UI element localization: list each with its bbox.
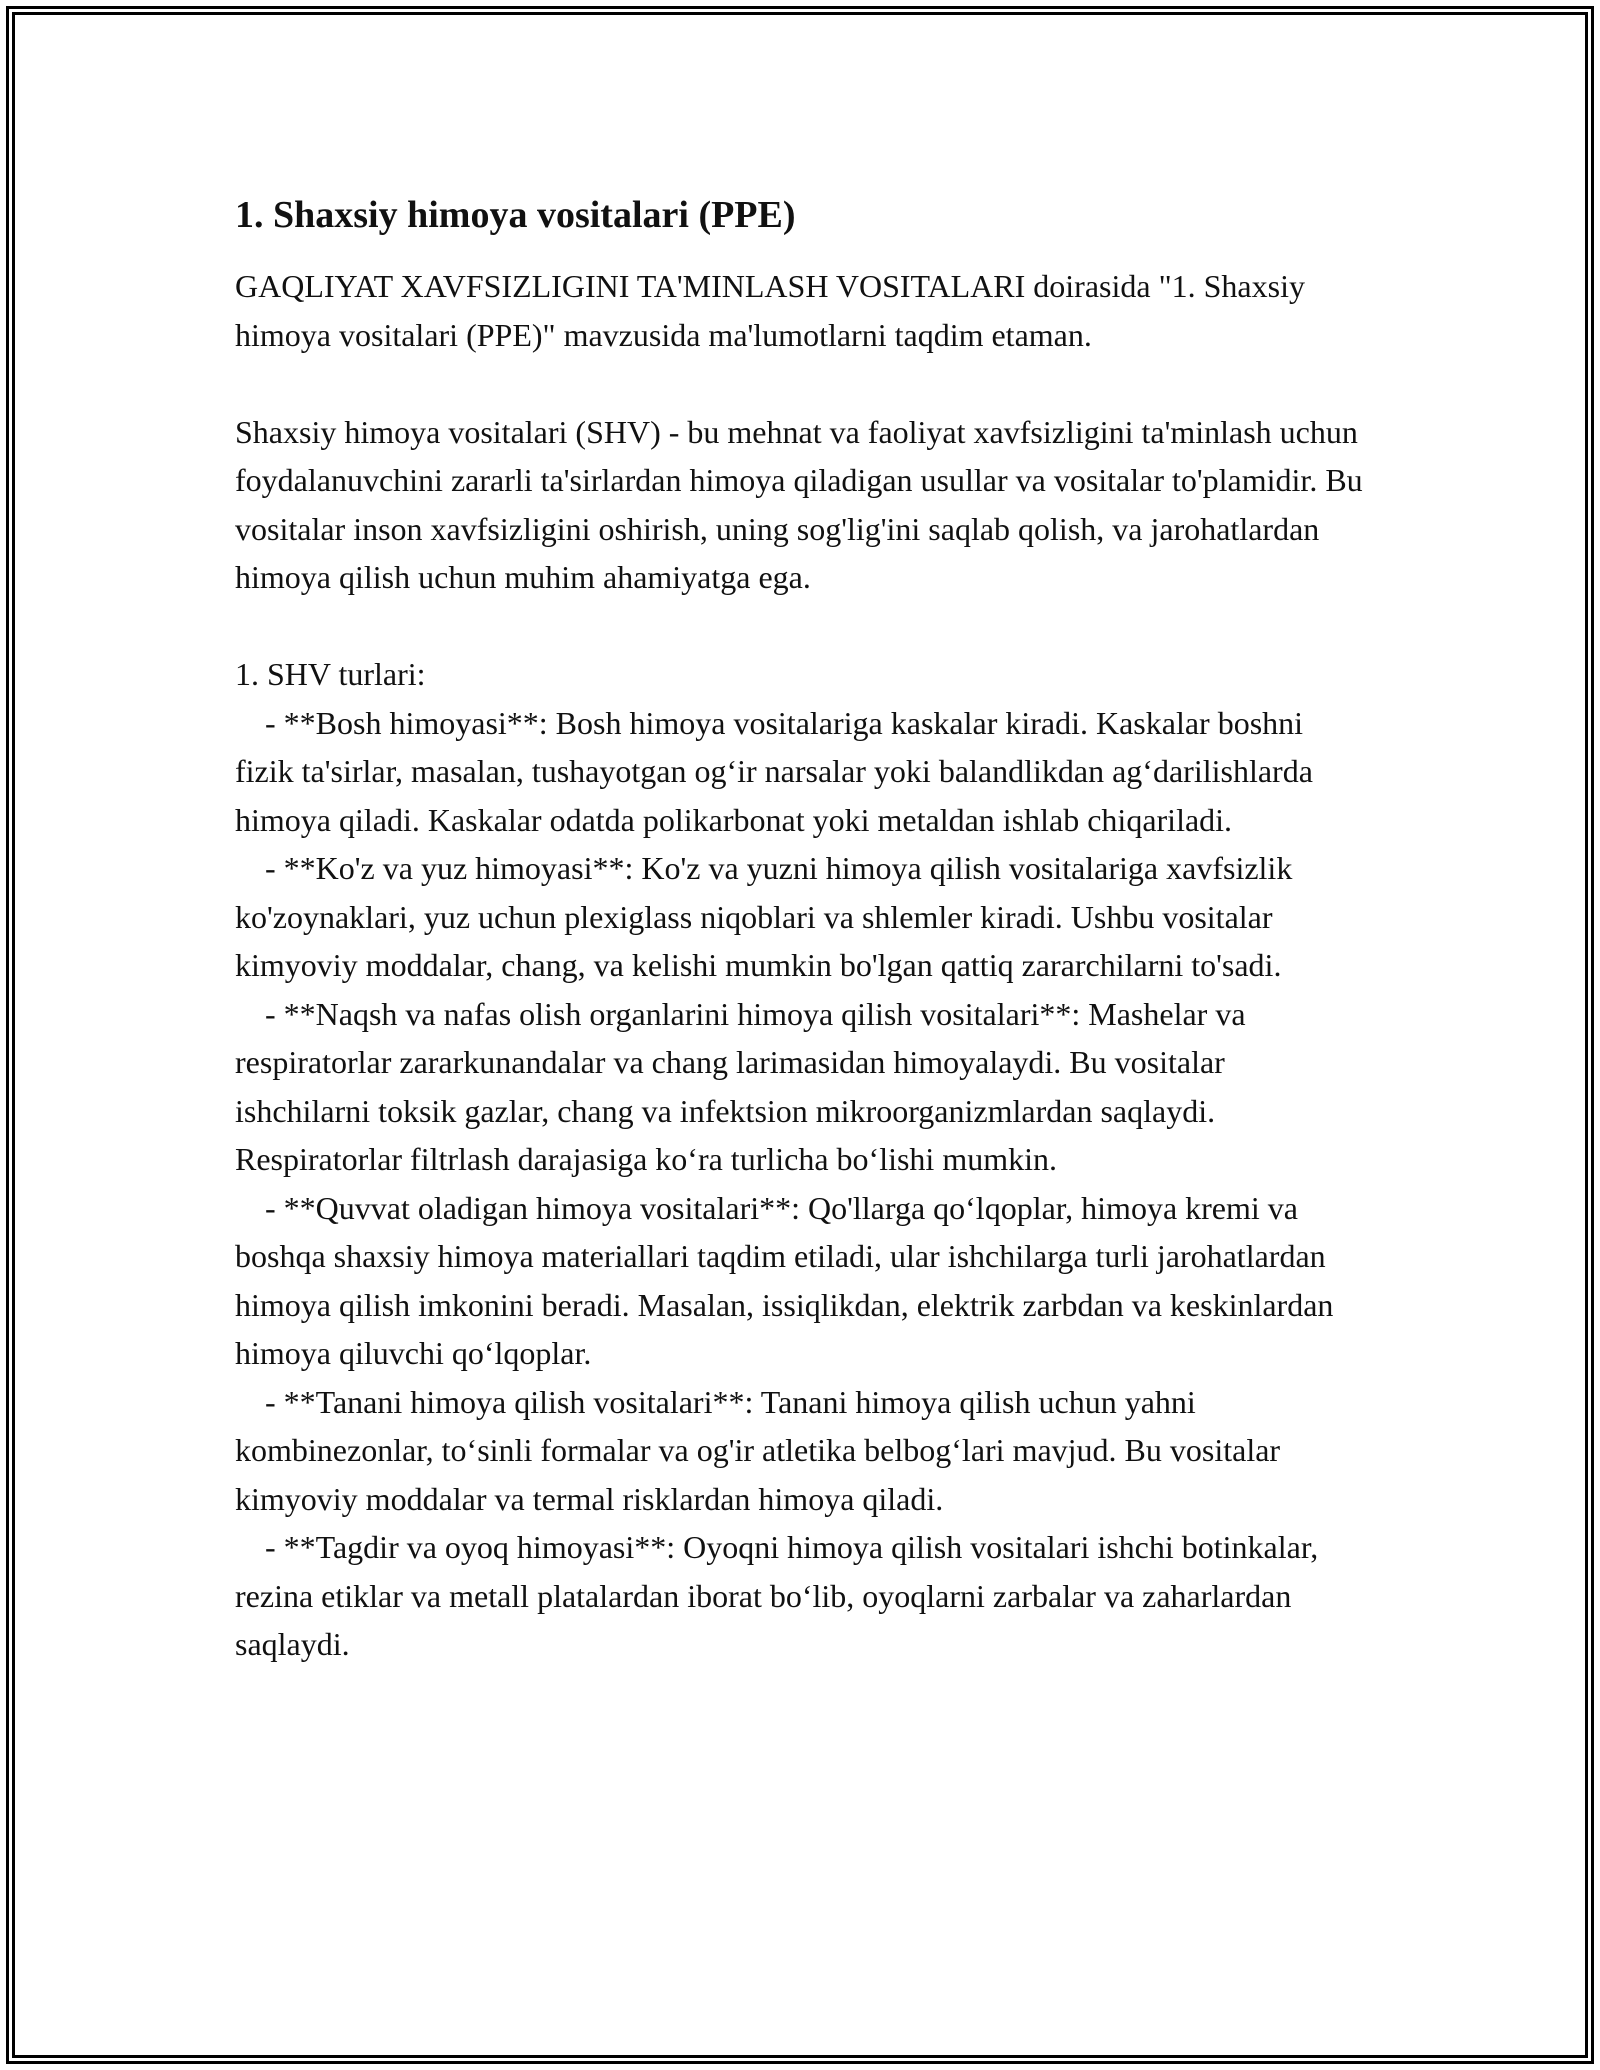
list-item-foot-protection: - **Tagdir va oyoq himoyasi**: Oyoqni himoya qilish vositalari ishchi botinkalar, rezina etiklar va metall platalardan iborat bo‘lib, oyoqlarni zarbalar va zaharlardan saqlaydi. xyxy=(235,1529,1319,1662)
list-item-eye-face-protection: - **Ko'z va yuz himoyasi**: Ko'z va yuzni himoya qilish vositalariga xavfsizlik ko'zoynaklari, yuz uchun plexiglass niqoblari va shlemler kiradi. Ushbu vositalar kimyoviy moddalar, chang, va kelishi mumkin bo'lgan qattiq zararchilarni to'sadi. xyxy=(235,850,1293,983)
list-item-respiratory-protection: - **Naqsh va nafas olish organlarini himoya qilish vositalari**: Mashelar va respiratorlar zararkunandalar va chang larimasidan himoyalaydi. Bu vositalar ishchilarni toksik gazlar, chang va infektsion mikroorganizmlardan saqlaydi. Respiratorlar filtrlash darajasiga ko‘ra turlicha bo‘lishi mumkin. xyxy=(235,995,1246,1177)
list-item-hand-protection: - **Quvvat oladigan himoya vositalari**: Qo'llarga qo‘lqoplar, himoya kremi va boshqa shaxsiy himoya materiallari taqdim etiladi, ular ishchilarga turli jarohatlardan himoya qilish imkonini beradi. Masalan, issiqlikdan, elektrik zarbdan va keskinlardan himoya qiluvchi qo‘lqoplar. xyxy=(235,1189,1334,1371)
list-item-head-protection: - **Bosh himoyasi**: Bosh himoya vositalariga kaskalar kiradi. Kaskalar boshni fizik ta'sirlar, masalan, tushayotgan og‘ir narsalar yoki balandlikdan ag‘darilishlarda himoya qiladi. Kaskalar odatda polikarbonat yoki metaldan ishlab chiqariladi. xyxy=(235,704,1313,838)
list-item-body-protection: - **Tanani himoya qilish vositalari**: Tanani himoya qilish uchun yahni kombinezonlar, to‘sinli formalar va og'ir atletika belbog‘lari mavjud. Bu vositalar kimyoviy moddalar va termal risklardan himoya qiladi. xyxy=(235,1383,1281,1517)
intro-paragraph: GAQLIYAT XAVFSIZLIGINI TA'MINLASH VOSITALARI doirasida "1. Shaxsiy himoya vositalari (PPE)" mavzusida ma'lumotlarni taqdim etaman. xyxy=(235,268,1305,353)
section-heading: 1. SHV turlari: xyxy=(235,656,426,692)
definition-paragraph: Shaxsiy himoya vositalari (SHV) - bu mehnat va faoliyat xavfsizligini ta'minlash uchun foydalanuvchini zararli ta'sirlardan himoya qiladigan usullar va vositalar to'plamidir. Bu vositalar inson xavfsizligini oshirish, uning sog'lig'ini saqlab qolish, va jarohatlardan himoya qilish uchun muhim ahamiyatga ega. xyxy=(235,413,1363,595)
document-body xyxy=(235,188,1365,1669)
document-title: 1. Shaxsiy himoya vositalari (PPE) xyxy=(235,194,796,236)
